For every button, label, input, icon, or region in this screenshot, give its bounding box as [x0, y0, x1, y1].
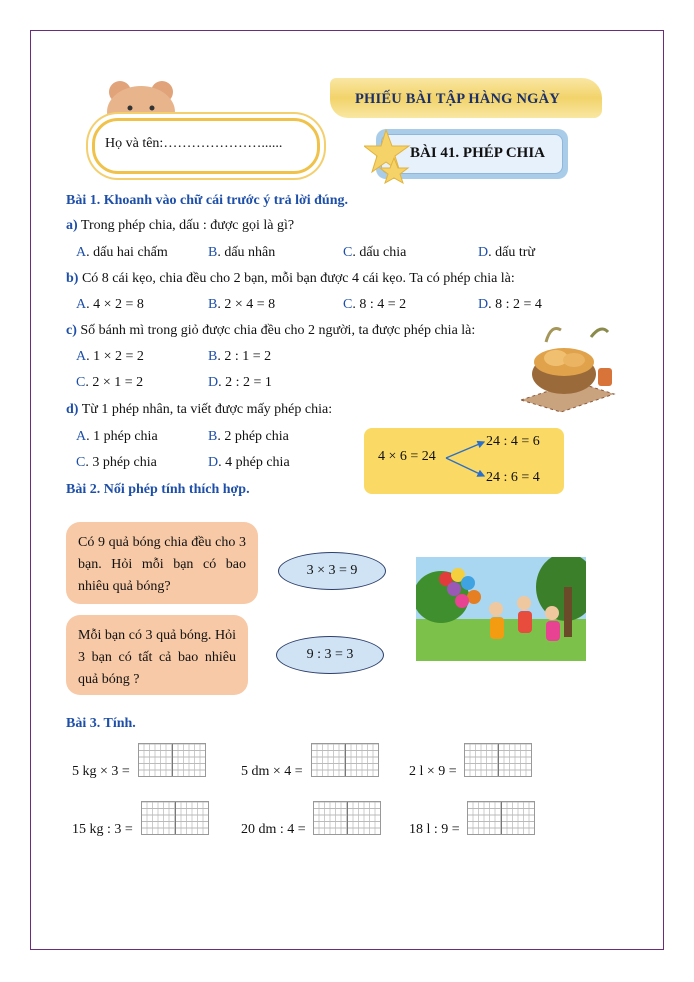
option-d[interactable]: D. 8 : 2 = 4	[478, 297, 542, 312]
ex1-title: Bài 1. Khoanh vào chữ cái trước ý trả lời đúng.	[66, 193, 348, 208]
option-c[interactable]: C. 8 : 4 = 2	[343, 297, 407, 312]
option-b[interactable]: B. 2 × 4 = 8	[208, 297, 276, 312]
option-a[interactable]: A. dấu hai chấm	[76, 245, 168, 260]
option-b[interactable]: B. dấu nhân	[208, 245, 276, 260]
q-b-text: b) Có 8 cái kẹo, chia đều cho 2 bạn, mỗi bạn được 4 cái kẹo. Ta có phép chia là:	[66, 271, 515, 286]
hint-division-2: 24 : 6 = 4	[486, 470, 540, 485]
story-card-1[interactable]: Có 9 quả bóng chia đều cho 3 bạn. Hỏi mỗi bạn có bao nhiêu quả bóng?	[66, 522, 258, 604]
q-d-text: d) Từ 1 phép nhân, ta viết được mấy phép chia:	[66, 402, 333, 417]
calc-label: 18 l : 9 =	[409, 822, 460, 837]
option-b[interactable]: B. 2 phép chia	[208, 429, 289, 444]
q-c-text: c) Số bánh mì trong giỏ được chia đều cho 2 người, ta được phép chia là:	[66, 323, 476, 338]
calc-label: 5 dm × 4 =	[241, 764, 303, 779]
hint-product: 4 × 6 = 24	[378, 449, 436, 464]
answer-grid[interactable]	[313, 801, 381, 835]
calc-label: 5 kg × 3 =	[72, 764, 130, 779]
children-balloons-picture	[416, 557, 586, 661]
option-d[interactable]: D. dấu trừ	[478, 245, 535, 260]
name-field-label[interactable]: Họ và tên:…………………......	[105, 136, 283, 151]
option-d[interactable]: D. 2 : 2 = 1	[208, 375, 272, 390]
star-icon	[364, 128, 412, 184]
story-card-2[interactable]: Mỗi bạn có 3 quả bóng. Hỏi 3 bạn có tất cả bao nhiêu quả bóng ?	[66, 615, 248, 695]
option-c[interactable]: C. 3 phép chia	[76, 455, 157, 470]
ex3-title: Bài 3. Tính.	[66, 716, 136, 731]
option-a[interactable]: A. 1 phép chia	[76, 429, 158, 444]
calc-label: 2 l × 9 =	[409, 764, 457, 779]
option-c[interactable]: C. 2 × 1 = 2	[76, 375, 144, 390]
arrows-icon	[444, 438, 490, 482]
expression-oval-2[interactable]: 9 : 3 = 3	[276, 636, 384, 674]
lesson-title: BÀI 41. PHÉP CHIA	[410, 145, 546, 161]
q-a-text: a) Trong phép chia, dấu : được gọi là gì?	[66, 218, 295, 233]
expression-oval-1[interactable]: 3 × 3 = 9	[278, 552, 386, 590]
ex2-title: Bài 2. Nối phép tính thích hợp.	[66, 482, 250, 497]
option-d[interactable]: D. 4 phép chia	[208, 455, 290, 470]
option-c[interactable]: C. dấu chia	[343, 245, 407, 260]
sheet-title: PHIẾU BÀI TẬP HÀNG NGÀY	[355, 91, 560, 107]
option-a[interactable]: A. 4 × 2 = 8	[76, 297, 144, 312]
answer-grid[interactable]	[311, 743, 379, 777]
calc-label: 15 kg : 3 =	[72, 822, 133, 837]
option-b[interactable]: B. 2 : 1 = 2	[208, 349, 272, 364]
answer-grid[interactable]	[138, 743, 206, 777]
option-a[interactable]: A. 1 × 2 = 2	[76, 349, 144, 364]
hint-division-1: 24 : 4 = 6	[486, 434, 540, 449]
answer-grid[interactable]	[464, 743, 532, 777]
answer-grid[interactable]	[467, 801, 535, 835]
bread-basket-icon	[516, 322, 616, 414]
calc-label: 20 dm : 4 =	[241, 822, 306, 837]
answer-grid[interactable]	[141, 801, 209, 835]
